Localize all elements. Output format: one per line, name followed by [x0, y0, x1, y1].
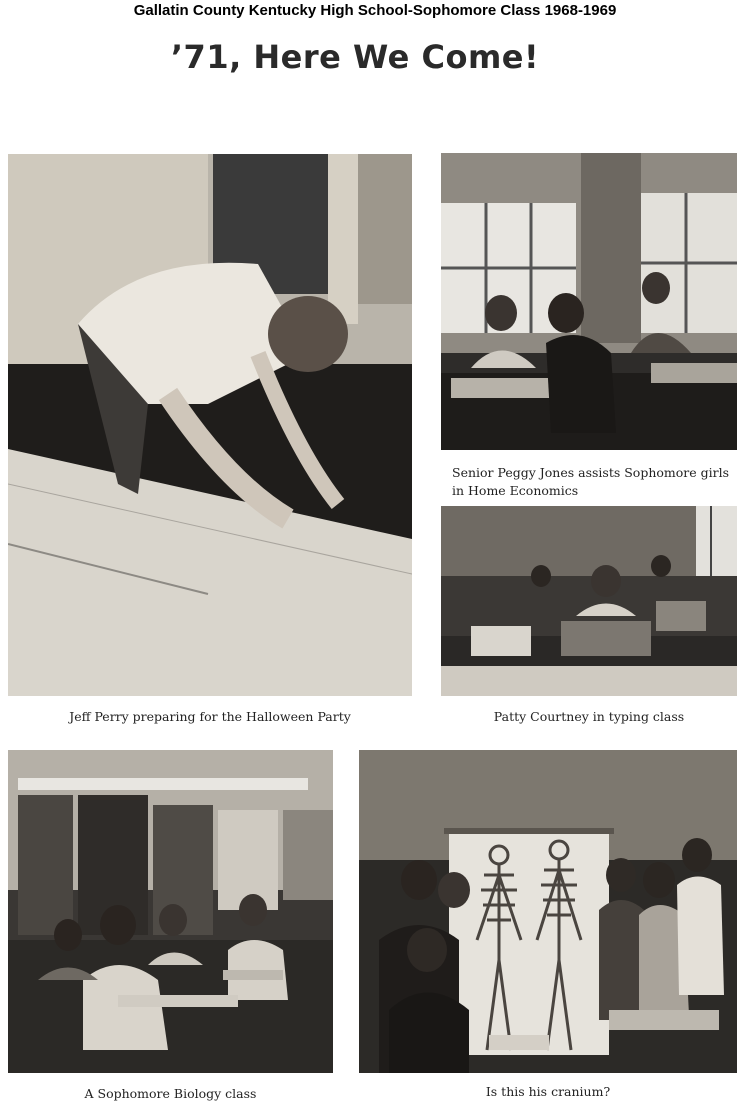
caption-jeff-perry: Jeff Perry preparing for the Halloween Party — [69, 709, 351, 724]
photo-typing-class — [441, 506, 737, 696]
photo-jeff-perry — [8, 154, 412, 696]
school-header: Gallatin County Kentucky High School-Sophomore Class 1968-1969 — [133, 2, 617, 19]
caption-cranium: Is this his cranium? — [485, 1084, 611, 1099]
caption-biology-class: A Sophomore Biology class — [84, 1086, 257, 1101]
photo-home-economics — [441, 153, 737, 450]
photo-biology-class — [8, 750, 333, 1073]
photo-cranium — [359, 750, 737, 1073]
page-title: ’71, Here We Come! — [170, 38, 540, 76]
caption-home-economics: Senior Peggy Jones assists Sophomore girls in Home Economics — [452, 465, 730, 498]
caption-typing-class: Patty Courtney in typing class — [493, 709, 685, 724]
